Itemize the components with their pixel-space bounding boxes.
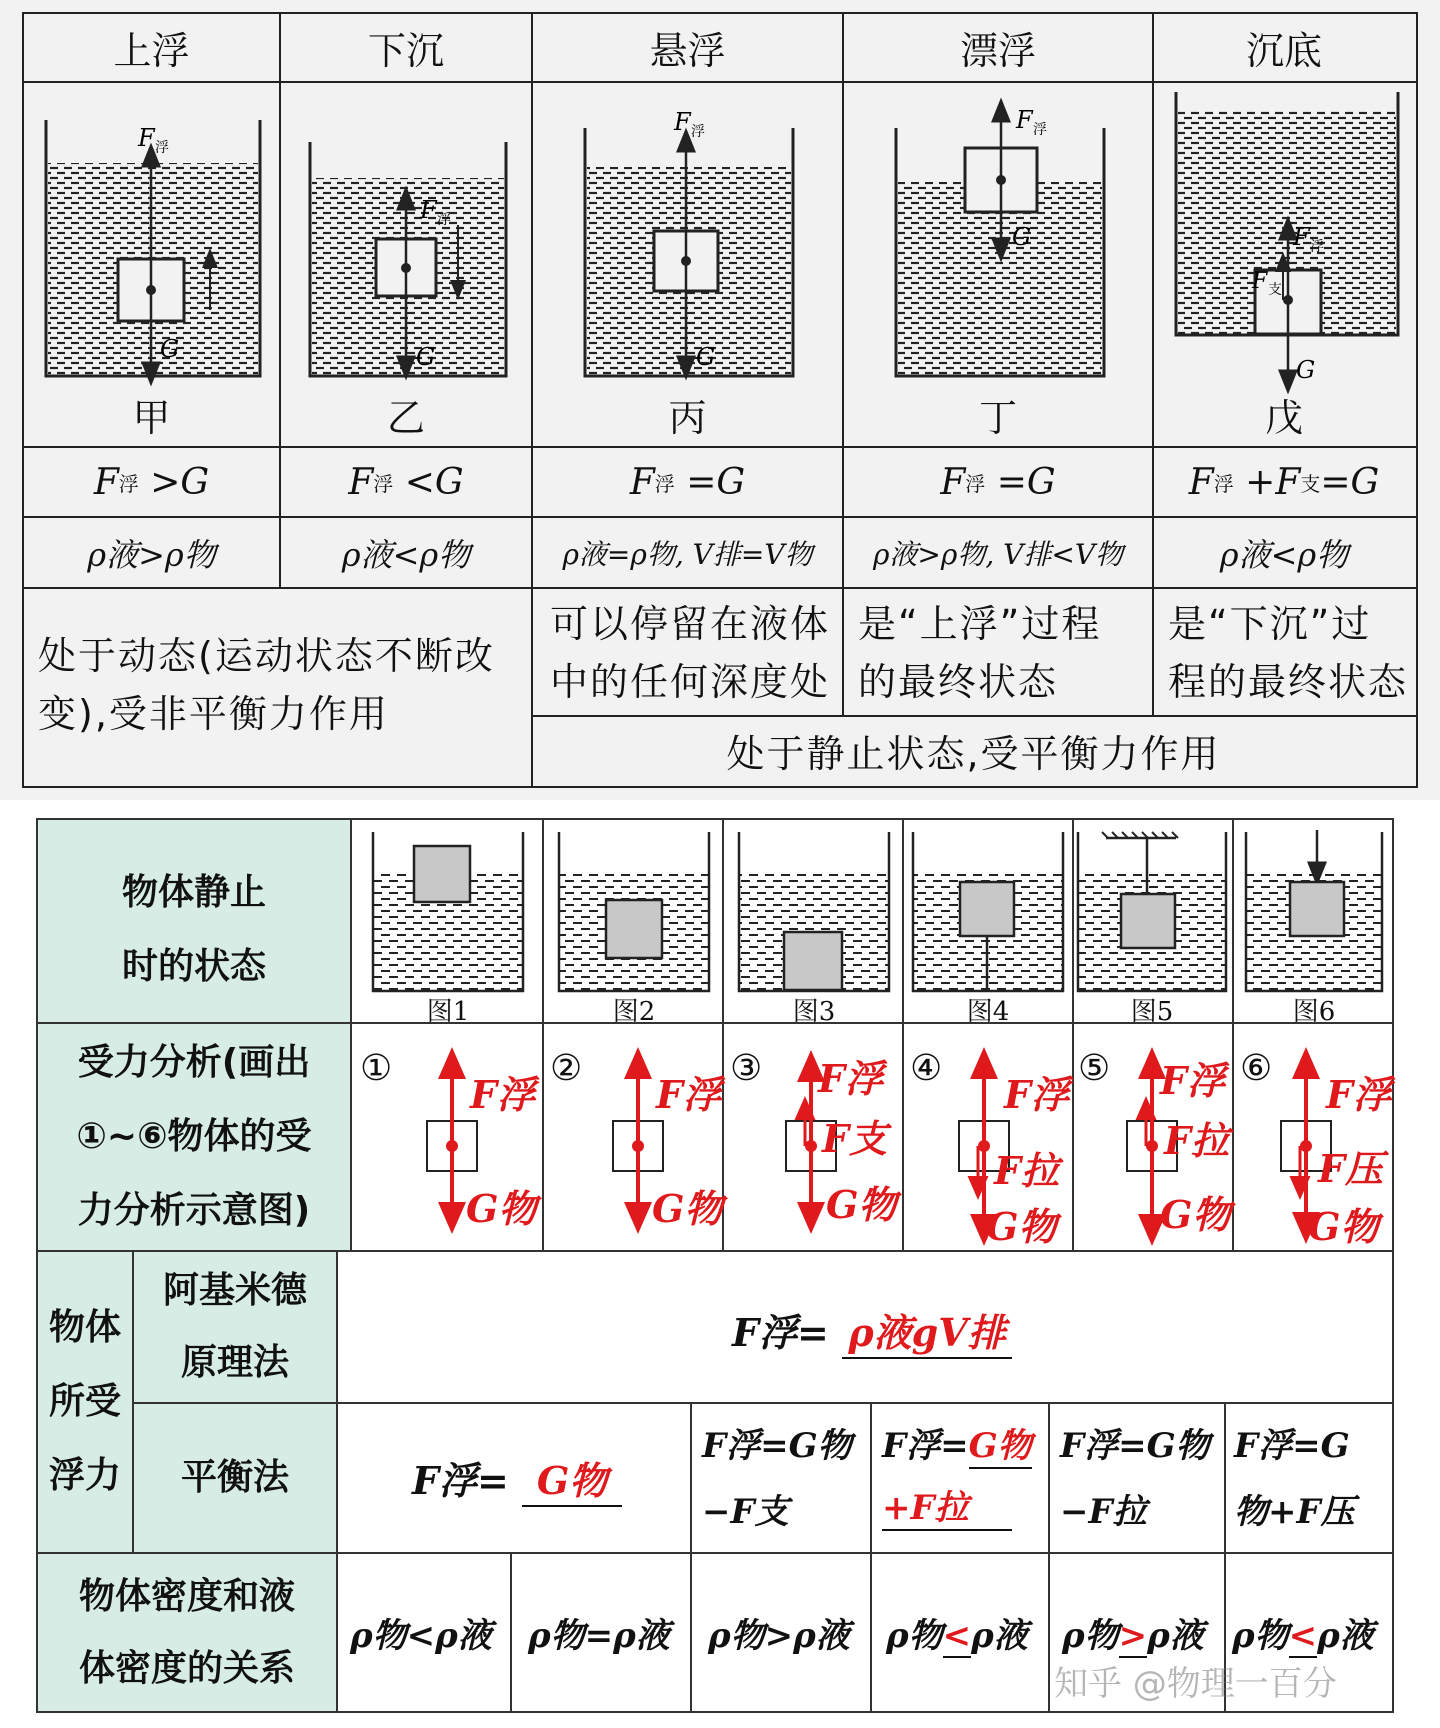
figure-1 <box>373 832 523 991</box>
density-relation-b1: ρ物<ρ液 <box>350 1616 492 1656</box>
header-suspend: 悬浮 <box>649 29 726 73</box>
density-relation-3: ρ液=ρ物, V排=V物 <box>562 537 813 571</box>
svg-text:G: G <box>416 343 436 371</box>
force-label-5-pull: F拉 <box>1164 1118 1229 1163</box>
desc-sink-bottom-line1: 是“下沉”过 <box>1168 602 1372 646</box>
desc-suspend-line1: 可以停留在液体 <box>550 602 831 646</box>
archimedes-answer: ρ液gV排 <box>842 1302 1012 1359</box>
diagram-jia <box>46 120 260 376</box>
density-relation-b6: ρ物<ρ液 <box>1232 1616 1374 1656</box>
density-relation-5: ρ液<ρ物 <box>1219 535 1349 574</box>
balance-formula-3-line1: F浮=G物 <box>702 1426 852 1466</box>
diagram-yi <box>310 142 506 376</box>
caption-fig5: 图5 <box>1130 997 1174 1027</box>
label-ding: 丁 <box>978 395 1017 440</box>
force-diagrams <box>0 0 1440 446</box>
caption-fig6: 图6 <box>1292 997 1336 1027</box>
circle-number-6: ⑥ <box>1240 1048 1273 1089</box>
force-relation-4: F 浮 =G <box>940 461 1056 503</box>
figure-3 <box>739 832 889 991</box>
force-label-4-pull: F拉 <box>994 1148 1059 1193</box>
force-label-6-buoyancy: F浮 <box>1326 1072 1391 1117</box>
desc-sink-bottom-line2: 程的最终状态 <box>1168 660 1409 704</box>
density-relation-b3: ρ物>ρ液 <box>708 1616 850 1656</box>
force-label-5-gravity: G物 <box>1160 1192 1231 1237</box>
balance-formula-4-line2 <box>882 1480 1012 1531</box>
svg-text:F: F <box>1016 106 1033 134</box>
force-label-3-support: F支 <box>822 1116 887 1161</box>
buoyancy-states-table <box>0 0 1440 800</box>
force-label-6-press: F压 <box>1318 1146 1383 1191</box>
svg-text:浮: 浮 <box>691 124 705 140</box>
force-label-3-gravity: G物 <box>826 1182 897 1227</box>
balance-label: 平衡法 <box>180 1457 289 1498</box>
density-relation-4: ρ液>ρ物, V排<V物 <box>872 537 1124 571</box>
buoyancy-header: 物体 所受 浮力 <box>48 1307 121 1496</box>
balance-formula-6-line2: 物+F压 <box>1234 1492 1355 1532</box>
force-label-5-buoyancy: F浮 <box>1160 1058 1225 1103</box>
force-label-4-buoyancy: F浮 <box>1004 1072 1069 1117</box>
figure-6 <box>1246 830 1382 991</box>
diagram-wu <box>1176 92 1398 384</box>
desc-dynamic-line1: 处于动态(运动状态不断改 <box>38 634 495 678</box>
header-sink: 下沉 <box>367 29 444 73</box>
diagram-ding <box>896 106 1104 376</box>
header-float: 漂浮 <box>959 29 1036 73</box>
force-relation-3: F 浮 =G <box>629 461 746 503</box>
force-label-1-buoyancy: F浮 <box>470 1072 535 1117</box>
force-label-6-gravity: G物 <box>1308 1204 1379 1249</box>
balance-formula-5-line2: −F拉 <box>1060 1492 1147 1532</box>
svg-text:G: G <box>696 343 716 371</box>
label-bing: 丙 <box>668 395 707 440</box>
balance-formula-main: F浮= G物 <box>412 1450 622 1507</box>
label-yi: 乙 <box>386 395 425 440</box>
svg-text:浮: 浮 <box>1033 122 1047 138</box>
svg-text:F: F <box>420 196 437 224</box>
balance-answer-main: G物 <box>522 1450 622 1507</box>
balance-answer-4a: G物 <box>969 1418 1032 1469</box>
svg-text:浮: 浮 <box>1310 239 1324 255</box>
caption-fig4: 图4 <box>966 997 1010 1027</box>
circle-number-5: ⑤ <box>1078 1048 1111 1089</box>
balance-formula-6-line1: F浮=G <box>1234 1426 1350 1466</box>
label-wu: 戊 <box>1264 395 1303 440</box>
density-relation-1: ρ液>ρ物 <box>87 535 216 574</box>
balance-formula-3-line2: −F支 <box>702 1492 789 1532</box>
caption-fig2: 图2 <box>612 997 656 1027</box>
density-relation-b5: ρ物>ρ液 <box>1062 1616 1204 1656</box>
circle-number-4: ④ <box>910 1048 943 1089</box>
balance-formula-4-line1: F浮=G物 <box>882 1418 1032 1469</box>
caption-fig3: 图3 <box>792 997 836 1027</box>
svg-text:F: F <box>1252 269 1268 294</box>
svg-text:F: F <box>1293 223 1310 251</box>
state-header: 物体静止 时的状态 <box>121 872 266 987</box>
force-relation-5: F 浮 +F 支 =G <box>1188 461 1380 503</box>
force-label-3-buoyancy: F浮 <box>818 1056 883 1101</box>
svg-text:G: G <box>1296 356 1316 384</box>
balance-formula-5-line1: F浮=G物 <box>1060 1426 1210 1466</box>
archimedes-formula: F浮= ρ液gV排 <box>732 1302 1012 1359</box>
svg-text:浮: 浮 <box>437 212 451 228</box>
caption-fig1: 图1 <box>426 997 470 1027</box>
header-sink-bottom: 沉底 <box>1245 29 1322 73</box>
circle-number-3: ③ <box>730 1048 763 1089</box>
desc-float-line1: 是“上浮”过程 <box>858 602 1102 646</box>
diagram-bing <box>585 108 793 376</box>
desc-static: 处于静止状态,受平衡力作用 <box>726 732 1221 776</box>
figure-4 <box>913 832 1063 991</box>
density-relation-2: ρ液<ρ物 <box>341 535 471 574</box>
force-relation-2: F 浮 <G <box>348 461 464 503</box>
force-label-1-gravity: G物 <box>466 1186 537 1231</box>
density-relation-b4: ρ物<ρ液 <box>886 1616 1028 1656</box>
density-header: 物体密度和液 体密度的关系 <box>78 1575 295 1689</box>
analysis-header: 受力分析(画出 ①~⑥物体的受 力分析示意图) <box>76 1042 312 1231</box>
desc-float-line2: 的最终状态 <box>858 660 1059 704</box>
balance-answer-4b: +F拉 <box>882 1480 1012 1531</box>
force-label-2-buoyancy: F浮 <box>656 1072 721 1117</box>
label-jia: 甲 <box>132 395 171 440</box>
header-rise: 上浮 <box>113 29 190 73</box>
svg-text:G: G <box>1012 223 1032 251</box>
desc-suspend-line2: 中的任何深度处 <box>550 660 831 704</box>
archimedes-label: 阿基米德 原理法 <box>162 1270 307 1383</box>
desc-dynamic-line2: 变),受非平衡力作用 <box>38 692 389 736</box>
force-relation-1: F 浮 >G <box>93 461 210 503</box>
circle-number-2: ② <box>550 1048 583 1089</box>
svg-text:浮: 浮 <box>155 140 169 156</box>
buoyancy-analysis-table <box>36 818 1394 1713</box>
svg-text:F: F <box>138 124 155 152</box>
force-label-2-gravity: G物 <box>652 1186 723 1231</box>
svg-text:支: 支 <box>1268 282 1282 298</box>
svg-text:G: G <box>160 335 180 363</box>
svg-text:F: F <box>674 108 691 136</box>
watermark: 知乎 @物理一百分 <box>1054 1664 1337 1704</box>
figure-2 <box>559 832 709 991</box>
circle-number-1: ① <box>360 1048 393 1089</box>
density-relation-b2: ρ物=ρ液 <box>528 1616 670 1656</box>
force-label-4-gravity: G物 <box>986 1204 1057 1249</box>
figure-5 <box>1078 832 1226 991</box>
